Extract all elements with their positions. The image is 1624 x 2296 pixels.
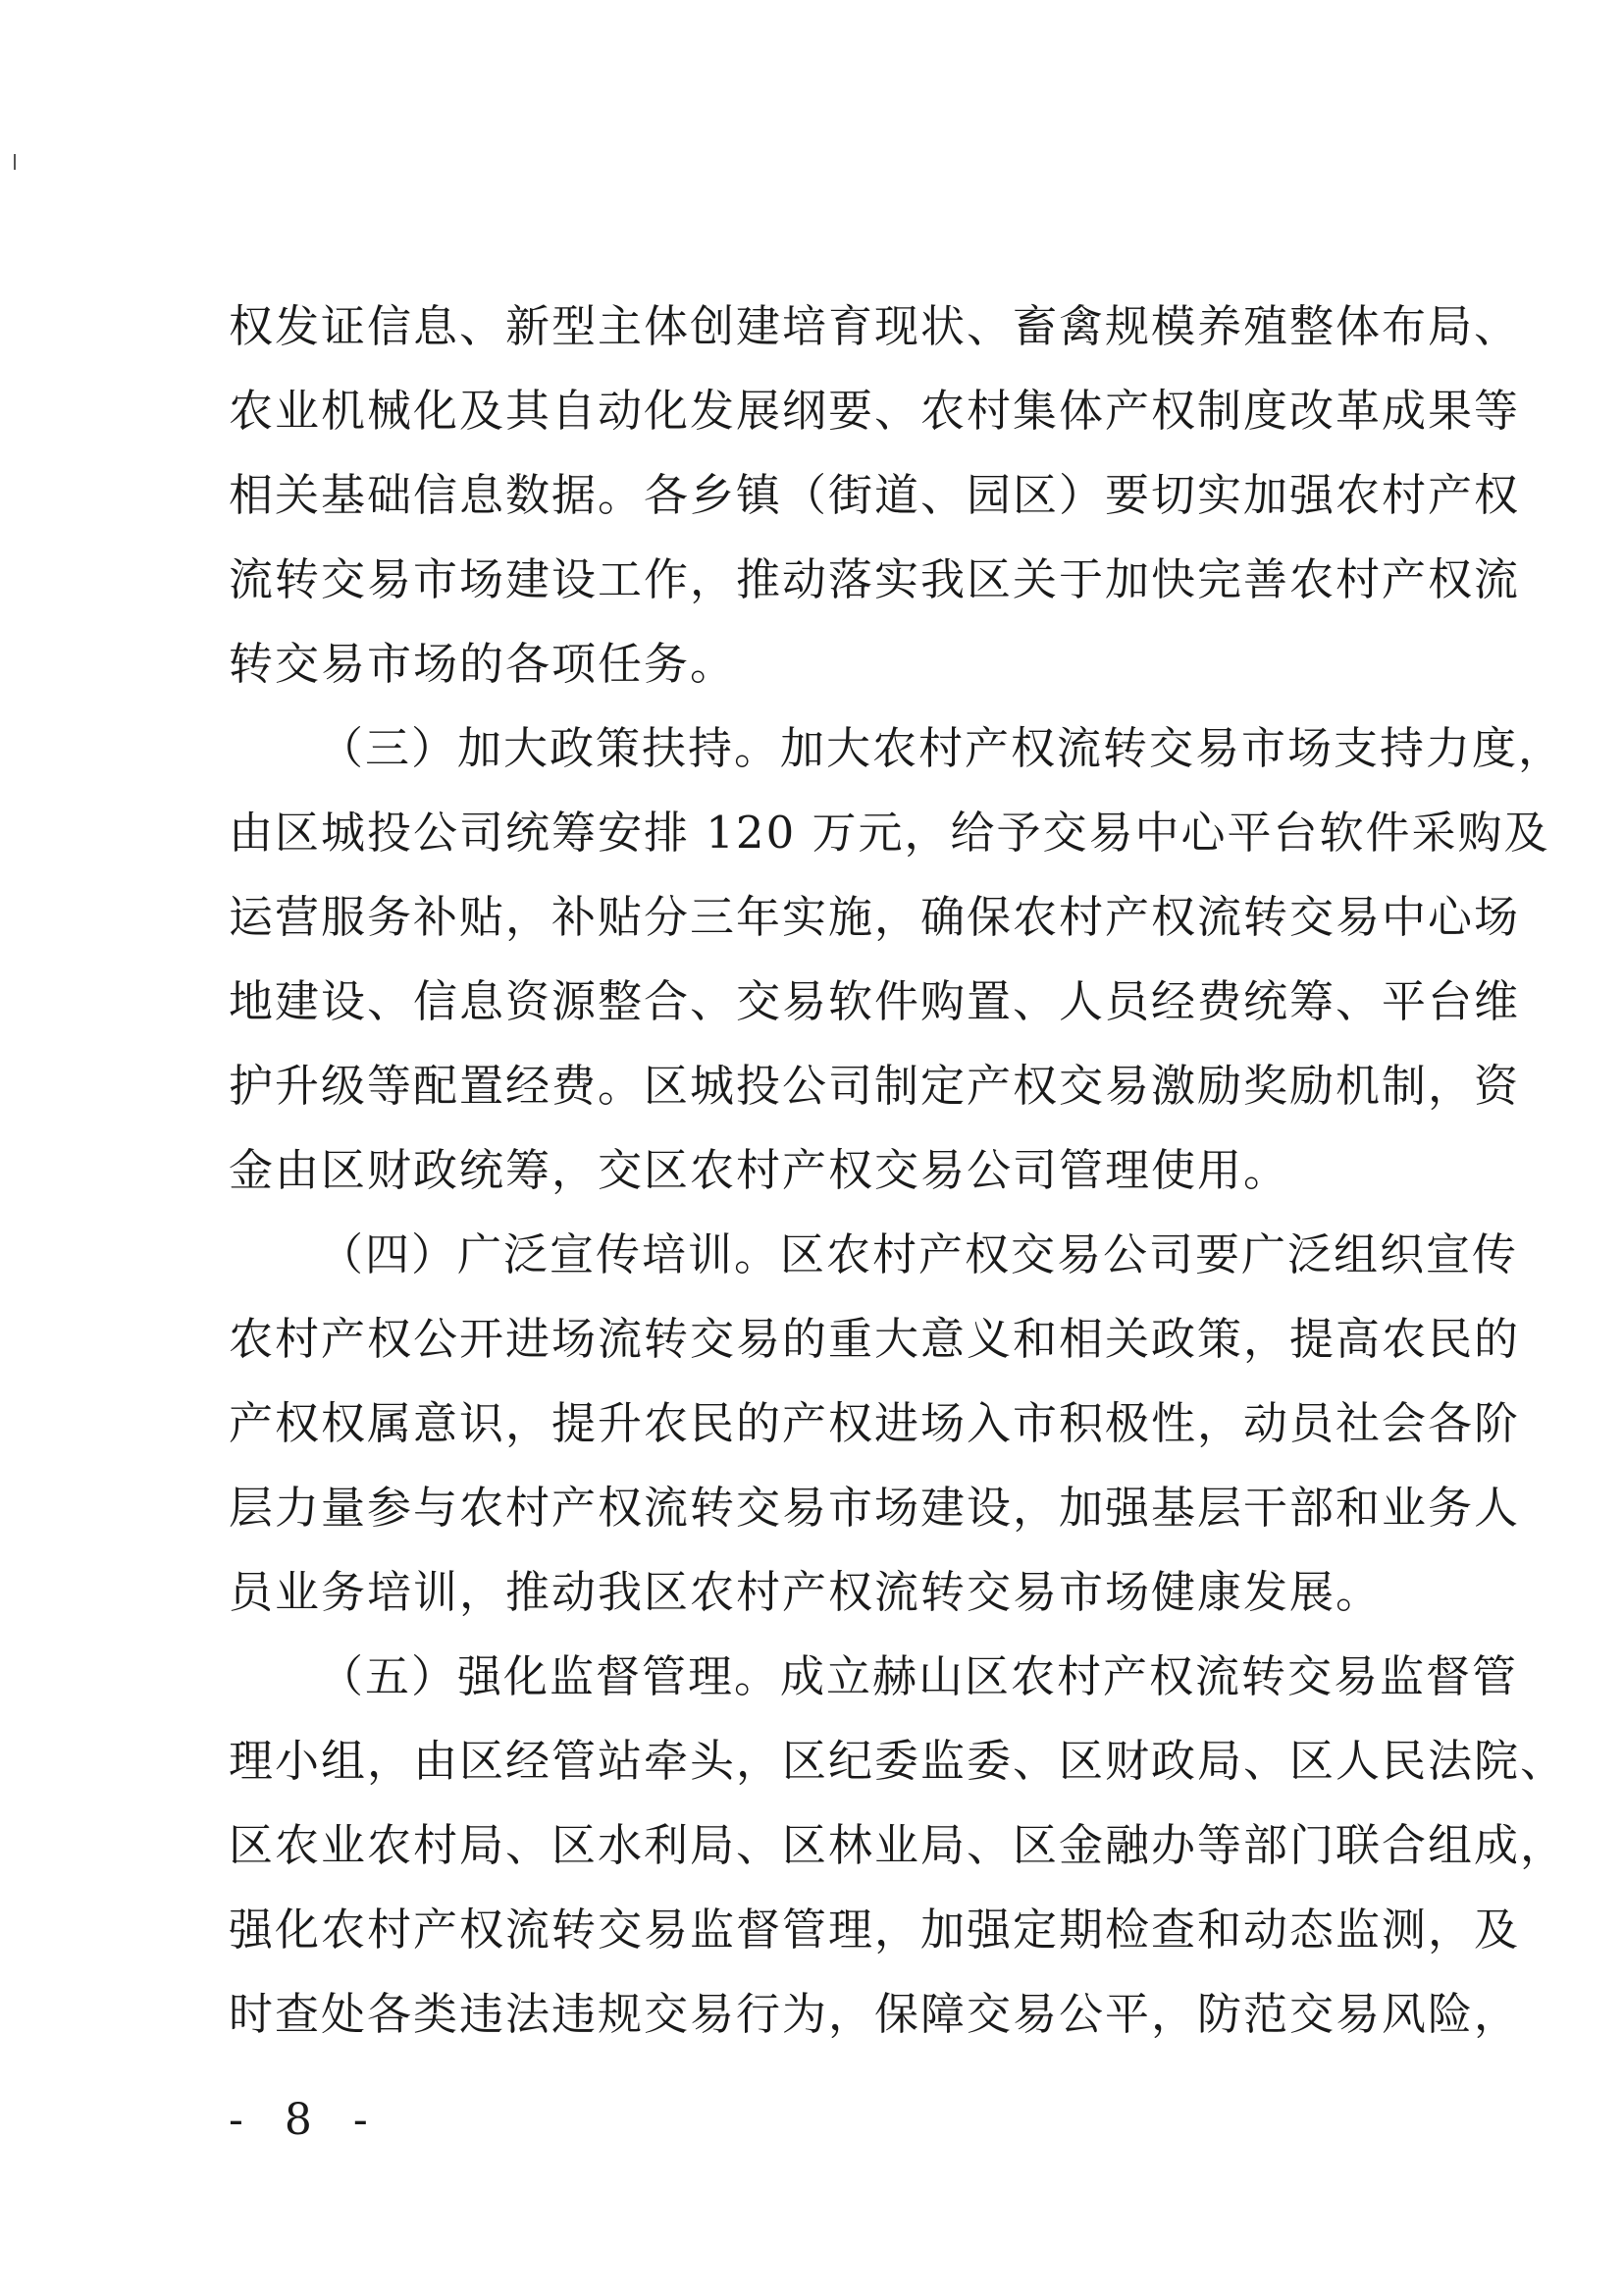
text-line-first	[229, 1635, 1519, 1719]
text-line-rest: 区农村产权交易公司要广泛组织宣传	[780, 1228, 1519, 1280]
text-line: 区农业农村局、区水利局、区林业局、区金融办等部门联合组成，	[229, 1819, 1567, 1871]
page-number: - 8 -	[229, 2095, 382, 2145]
text-line-first	[229, 706, 1565, 791]
paragraph-policy-support	[229, 706, 1565, 1213]
text-line: 转交易市场的各项任务。	[229, 638, 737, 690]
section-heading-5: （五）强化监督管理。	[319, 1650, 781, 1702]
text-line: 员业务培训，推动我区农村产权流转交易市场健康发展。	[229, 1566, 1383, 1618]
text-line: 农业机械化及其自动化发展纲要、农村集体产权制度改革成果等	[229, 385, 1521, 437]
document-body	[229, 285, 1567, 2057]
text-line: 农村产权公开进场流转交易的重大意义和相关政策，提高农民的	[229, 1313, 1521, 1365]
paragraph-publicity-training	[229, 1213, 1521, 1635]
text-line: 由区城投公司统筹安排 120 万元，给予交易中心平台软件采购及	[229, 807, 1550, 859]
text-line: 护升级等配置经费。区城投公司制定产权交易激励奖励机制，资	[229, 1060, 1521, 1112]
text-line: 运营服务补贴，补贴分三年实施，确保农村产权流转交易中心场	[229, 891, 1521, 943]
text-line: 相关基础信息数据。各乡镇（街道、园区）要切实加强农村产权	[229, 469, 1521, 521]
text-line: 金由区财政统筹，交区农村产权交易公司管理使用。	[229, 1144, 1290, 1196]
paragraph-data-info	[229, 285, 1521, 706]
text-line: 地建设、信息资源整合、交易软件购置、人员经费统筹、平台维	[229, 975, 1521, 1027]
text-line: 时查处各类违法违规交易行为，保障交易公平，防范交易风险，	[229, 1988, 1521, 2040]
text-line: 层力量参与农村产权流转交易市场建设，加强基层干部和业务人	[229, 1482, 1521, 1534]
paragraph-supervision	[229, 1635, 1567, 2057]
text-line-rest: 加大农村产权流转交易市场支持力度，	[780, 722, 1565, 774]
text-line: 理小组，由区经管站牵头，区纪委监委、区财政局、区人民法院、	[229, 1735, 1567, 1787]
text-line: 强化农村产权流转交易监督管理，加强定期检查和动态监测，及	[229, 1904, 1521, 1956]
text-line-rest: 成立赫山区农村产权流转交易监督管	[780, 1650, 1519, 1702]
scan-mark	[14, 154, 16, 170]
text-line: 产权权属意识，提升农民的产权进场入市积极性，动员社会各阶	[229, 1397, 1521, 1449]
section-heading-4: （四）广泛宣传培训。	[319, 1228, 781, 1280]
text-line: 权发证信息、新型主体创建培育现状、畜禽规模养殖整体布局、	[229, 300, 1521, 352]
section-heading-3: （三）加大政策扶持。	[319, 722, 781, 774]
text-line: 流转交易市场建设工作，推动落实我区关于加快完善农村产权流	[229, 553, 1521, 605]
text-line-first	[229, 1213, 1519, 1297]
